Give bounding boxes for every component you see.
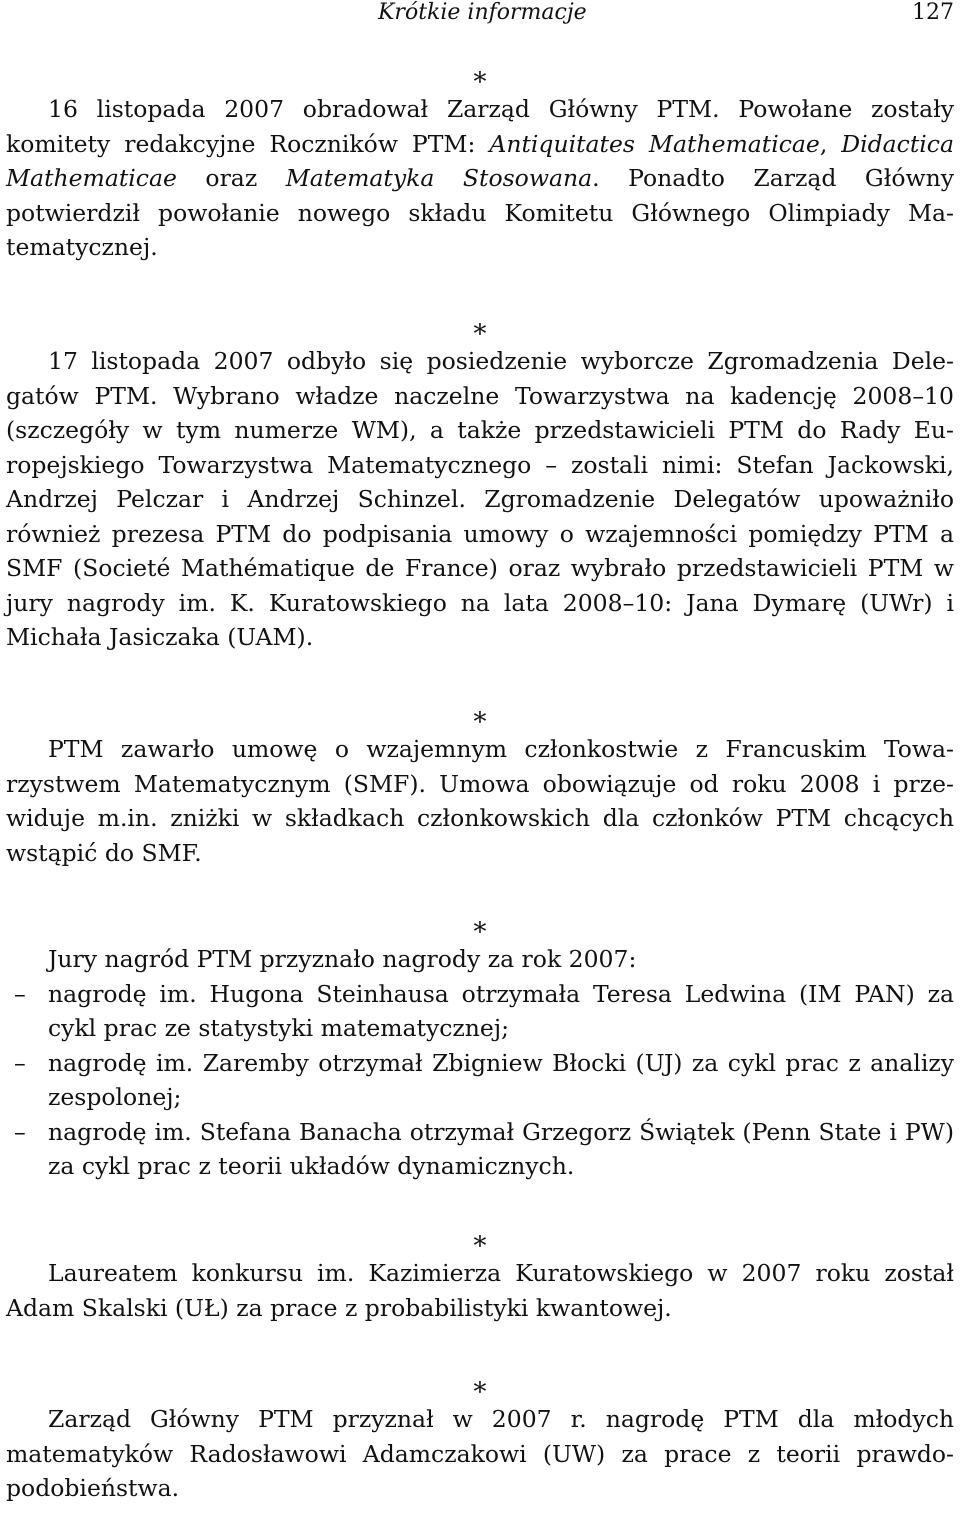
section-jury-awards [6, 912, 954, 1184]
section-board-meeting [6, 62, 954, 265]
jury-awards-heading: Jury nagród PTM przyznało nagrody za rok 2007: [48, 945, 637, 973]
section-separator: ∗ [471, 314, 489, 344]
running-head-title: Krótkie informacje [378, 0, 587, 25]
section-separator: ∗ [471, 1372, 489, 1402]
page-number: 127 [912, 0, 954, 25]
paragraph-smf-agreement: PTM zawarło umowę o wzajemnym członkostwie z Francuskim Towarzystwem Matematycznym (SMF). Umowa obowiązuje od roku 2008 i przewiduje m.in. zniżki w składkach członkowskich dla członków PTM chcących wstąpić do SMF. [6, 735, 954, 867]
section-separator: ∗ [471, 912, 489, 942]
paragraph-kuratowski-prize: Laureatem konkursu im. Kazimierza Kuratowskiego w 2007 roku został Adam Skalski (UŁ) za prace z probabilistyki kwantowej. [6, 1259, 954, 1322]
section-delegates-assembly [6, 314, 954, 655]
section-young-mathematicians-prize [6, 1372, 954, 1506]
paragraph-delegates-assembly: 17 listopada 2007 odbyło się posiedzenie wyborcze Zgromadzenia Delegatów PTM. Wybrano władze naczelne Towarzystwa na kadencję 2008–10 (szczegóły w tym numerze WM), a także przedstawicieli PTM do Rady Europejskiego Towarzystwa Matematycznego – zostali nimi: Stefan Jackowski, Andrzej Pelczar i Andrzej Schinzel. Zgromadzenie Delegatów upoważniło również prezesa PTM do podpisania umowy o wzajemności pomiędzy PTM a SMF (Societé Mathématique de France) oraz wybrało przedstawicieli PTM w jury nagrody im. K. Kuratowskiego na lata 2008–10: Jana Dymarę (UWr) i Michała Jasiczaka (UAM). [6, 347, 954, 651]
section-kuratowski-prize [6, 1226, 954, 1325]
section-separator: ∗ [471, 702, 489, 732]
running-head [6, 0, 954, 30]
section-separator: ∗ [471, 62, 489, 92]
section-smf-agreement [6, 702, 954, 870]
award-item: – nagrodę im. Zaremby otrzymał Zbigniew Błocki (UJ) za cykl prac z analizy zespolonej; [14, 1048, 954, 1111]
paragraph-board-meeting: 16 listopada 2007 obradował Zarząd Główny PTM. Powołane zostały komitety redakcyjne Roczników PTM: Antiquitates Mathematicae, Didactica Mathematicae oraz Matematyka Stosowana. Ponadto Zarząd Główny potwierdził powołanie nowego składu Komitetu Głównego Olimpiady Matematycznej. [6, 95, 954, 261]
award-item: – nagrodę im. Hugona Steinhausa otrzymała Teresa Ledwina (IM PAN) za cykl prac ze statystyki matematycznej; [14, 979, 954, 1042]
award-item: – nagrodę im. Stefana Banacha otrzymał Grzegorz Świątek (Penn State i PW) za cykl prac z teorii układów dynamicznych. [14, 1117, 954, 1180]
paragraph-young-mathematicians-prize: Zarząd Główny PTM przyznał w 2007 r. nagrodę PTM dla młodych matematyków Radosławowi Adamczakowi (UW) za prace z teorii prawdopodobieństwa. [6, 1405, 954, 1502]
section-separator: ∗ [471, 1226, 489, 1256]
